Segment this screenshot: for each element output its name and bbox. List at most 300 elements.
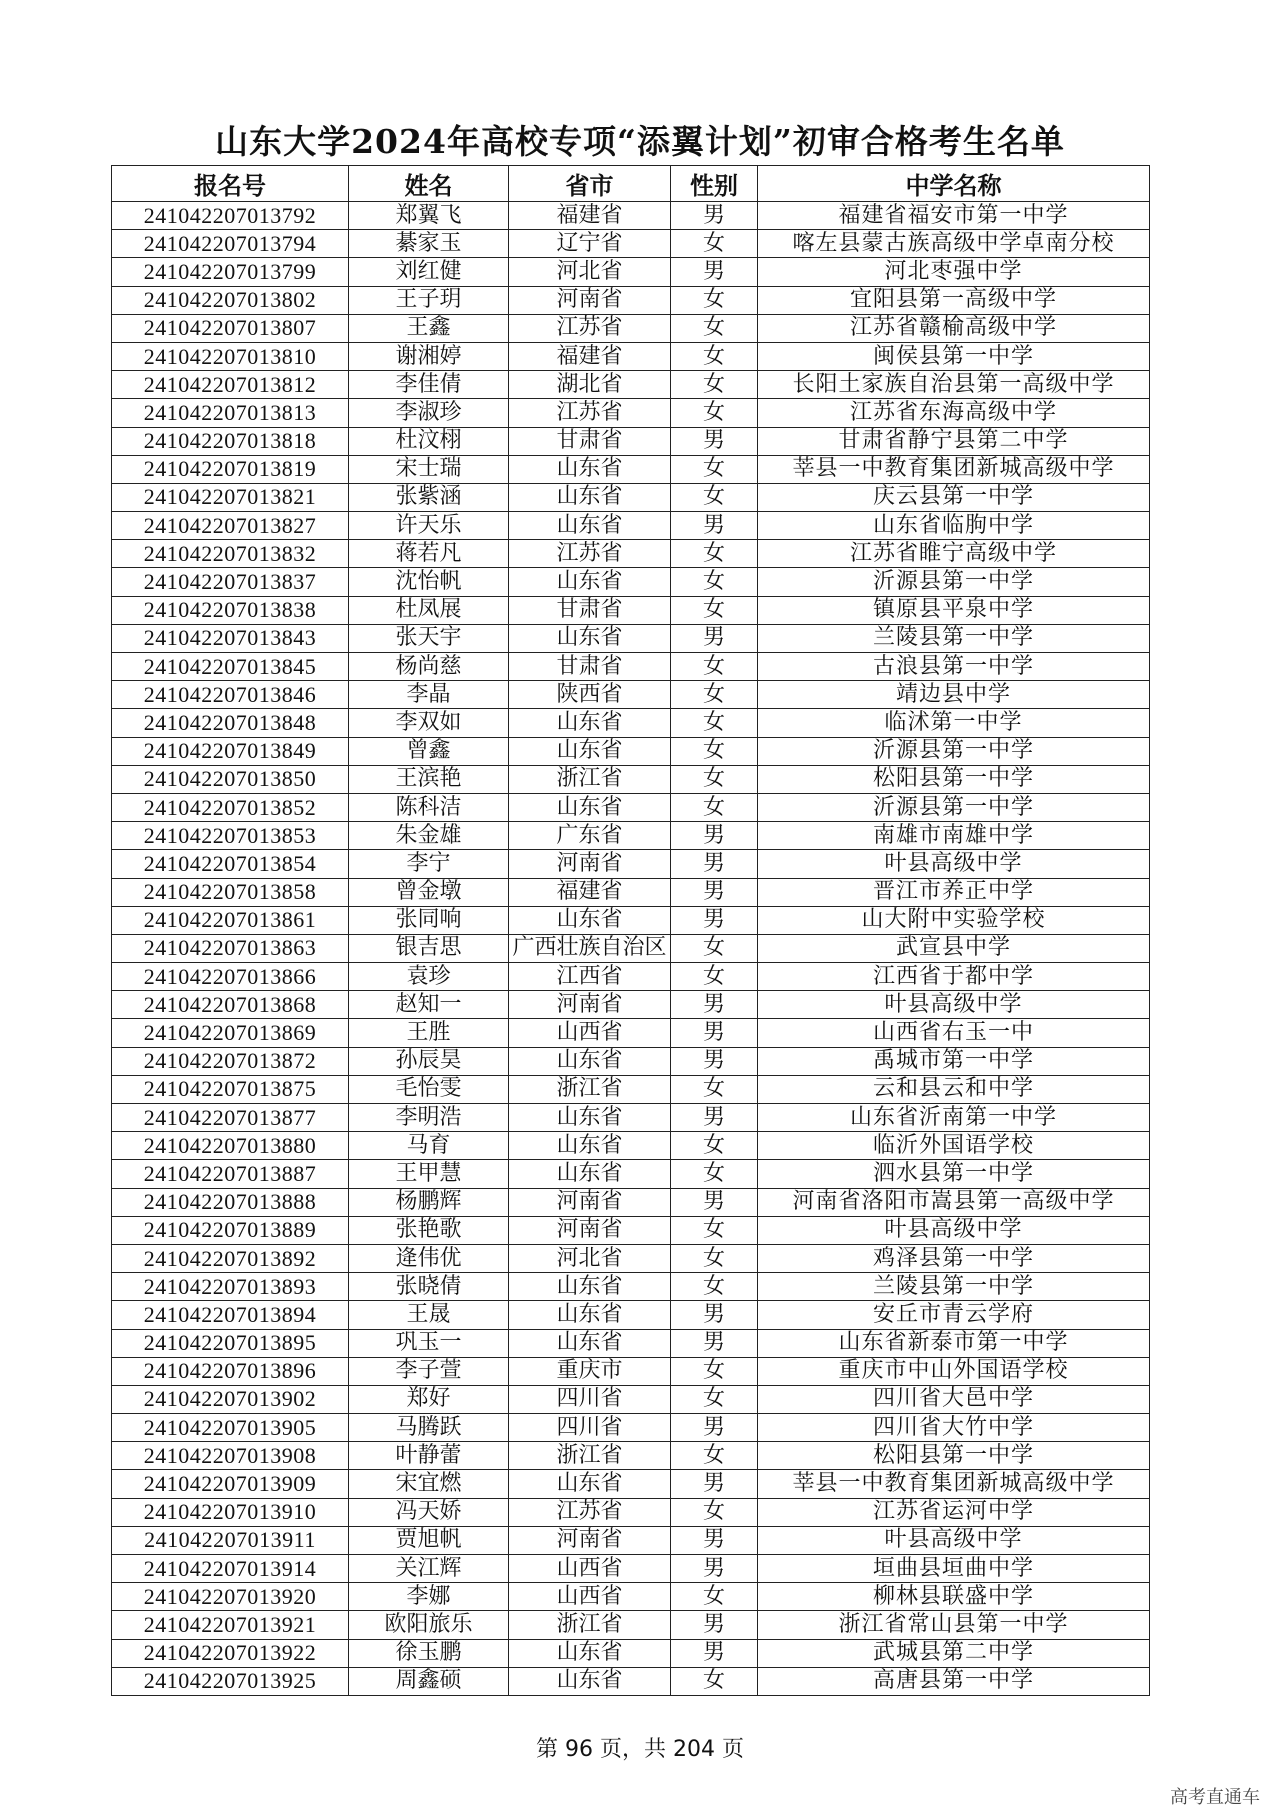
registration-number-cell: 241042207013896 — [112, 1357, 349, 1385]
gender-cell: 男 — [671, 1047, 758, 1075]
province-cell: 湖北省 — [509, 371, 671, 399]
header-province: 省市 — [509, 166, 671, 202]
table-row — [112, 653, 1150, 681]
registration-number-cell: 241042207013848 — [112, 709, 349, 737]
table-row — [112, 1611, 1150, 1639]
province-cell: 江苏省 — [509, 540, 671, 568]
province-cell: 广东省 — [509, 822, 671, 850]
table-row — [112, 427, 1150, 455]
table-row — [112, 1414, 1150, 1442]
gender-cell: 女 — [671, 709, 758, 737]
name-cell: 谢湘婷 — [349, 342, 509, 370]
province-cell: 四川省 — [509, 1385, 671, 1413]
province-cell: 山西省 — [509, 1583, 671, 1611]
province-cell: 甘肃省 — [509, 596, 671, 624]
province-cell: 河南省 — [509, 850, 671, 878]
table-row — [112, 1442, 1150, 1470]
province-cell: 山东省 — [509, 1301, 671, 1329]
school-name-cell: 甘肃省静宁县第二中学 — [758, 427, 1150, 455]
name-cell: 宋宜燃 — [349, 1470, 509, 1498]
province-cell: 山东省 — [509, 1160, 671, 1188]
school-name-cell: 山大附中实验学校 — [758, 906, 1150, 934]
name-cell: 宋士瑞 — [349, 455, 509, 483]
school-name-cell: 山东省新泰市第一中学 — [758, 1329, 1150, 1357]
school-name-cell: 武城县第二中学 — [758, 1639, 1150, 1667]
name-cell: 李淑珍 — [349, 399, 509, 427]
province-cell: 江西省 — [509, 963, 671, 991]
registration-number-cell: 241042207013872 — [112, 1047, 349, 1075]
registration-number-cell: 241042207013852 — [112, 793, 349, 821]
table-row — [112, 568, 1150, 596]
school-name-cell: 江苏省赣榆高级中学 — [758, 314, 1150, 342]
table-row — [112, 1470, 1150, 1498]
school-name-cell: 河北枣强中学 — [758, 258, 1150, 286]
province-cell: 山东省 — [509, 1639, 671, 1667]
table-row — [112, 1244, 1150, 1272]
gender-cell: 女 — [671, 1216, 758, 1244]
gender-cell: 女 — [671, 765, 758, 793]
gender-cell: 女 — [671, 1385, 758, 1413]
school-name-cell: 松阳县第一中学 — [758, 765, 1150, 793]
table-row — [112, 1047, 1150, 1075]
gender-cell: 女 — [671, 342, 758, 370]
gender-cell: 男 — [671, 427, 758, 455]
table-row — [112, 906, 1150, 934]
school-name-cell: 安丘市青云学府 — [758, 1301, 1150, 1329]
school-name-cell: 沂源县第一中学 — [758, 737, 1150, 765]
table-row — [112, 455, 1150, 483]
registration-number-cell: 241042207013921 — [112, 1611, 349, 1639]
school-name-cell: 叶县高级中学 — [758, 991, 1150, 1019]
gender-cell: 女 — [671, 1498, 758, 1526]
table-row — [112, 765, 1150, 793]
registration-number-cell: 241042207013837 — [112, 568, 349, 596]
name-cell: 李双如 — [349, 709, 509, 737]
school-name-cell: 宜阳县第一高级中学 — [758, 286, 1150, 314]
school-name-cell: 庆云县第一中学 — [758, 483, 1150, 511]
table-header — [112, 166, 1150, 202]
table-row — [112, 878, 1150, 906]
school-name-cell: 江苏省东海高级中学 — [758, 399, 1150, 427]
school-name-cell: 古浪县第一中学 — [758, 653, 1150, 681]
watermark-text: 高考直通车 — [1170, 1787, 1260, 1808]
registration-number-cell: 241042207013920 — [112, 1583, 349, 1611]
name-cell: 王子玥 — [349, 286, 509, 314]
gender-cell: 男 — [671, 1104, 758, 1132]
school-name-cell: 沂源县第一中学 — [758, 793, 1150, 821]
name-cell: 张晓倩 — [349, 1273, 509, 1301]
name-cell: 孙辰昊 — [349, 1047, 509, 1075]
table-row — [112, 681, 1150, 709]
registration-number-cell: 241042207013845 — [112, 653, 349, 681]
school-name-cell: 云和县云和中学 — [758, 1075, 1150, 1103]
province-cell: 山东省 — [509, 512, 671, 540]
school-name-cell: 沂源县第一中学 — [758, 568, 1150, 596]
name-cell: 袁珍 — [349, 963, 509, 991]
name-cell: 李宁 — [349, 850, 509, 878]
name-cell: 王滨艳 — [349, 765, 509, 793]
registration-number-cell: 241042207013892 — [112, 1244, 349, 1272]
province-cell: 福建省 — [509, 202, 671, 230]
registration-number-cell: 241042207013802 — [112, 286, 349, 314]
province-cell: 河南省 — [509, 1526, 671, 1554]
gender-cell: 男 — [671, 991, 758, 1019]
name-cell: 王胜 — [349, 1019, 509, 1047]
name-cell: 曾金墩 — [349, 878, 509, 906]
gender-cell: 女 — [671, 681, 758, 709]
table-row — [112, 1583, 1150, 1611]
school-name-cell: 闽侯县第一中学 — [758, 342, 1150, 370]
registration-number-cell: 241042207013914 — [112, 1555, 349, 1583]
registration-number-cell: 241042207013818 — [112, 427, 349, 455]
registration-number-cell: 241042207013858 — [112, 878, 349, 906]
school-name-cell: 山东省沂南第一中学 — [758, 1104, 1150, 1132]
name-cell: 欧阳旅乐 — [349, 1611, 509, 1639]
school-name-cell: 兰陵县第一中学 — [758, 1273, 1150, 1301]
gender-cell: 男 — [671, 1611, 758, 1639]
school-name-cell: 叶县高级中学 — [758, 1216, 1150, 1244]
school-name-cell: 临沂外国语学校 — [758, 1132, 1150, 1160]
school-name-cell: 福建省福安市第一中学 — [758, 202, 1150, 230]
table-row — [112, 1526, 1150, 1554]
school-name-cell: 泗水县第一中学 — [758, 1160, 1150, 1188]
gender-cell: 男 — [671, 906, 758, 934]
gender-cell: 女 — [671, 934, 758, 962]
province-cell: 山东省 — [509, 483, 671, 511]
registration-number-cell: 241042207013821 — [112, 483, 349, 511]
province-cell: 河南省 — [509, 286, 671, 314]
province-cell: 山东省 — [509, 1470, 671, 1498]
table-row — [112, 230, 1150, 258]
table-row — [112, 596, 1150, 624]
page-title: 山东大学2024年高校专项“添翼计划”初审合格考生名单 — [215, 122, 1065, 161]
registration-number-cell: 241042207013827 — [112, 512, 349, 540]
name-cell: 李明浩 — [349, 1104, 509, 1132]
table-row — [112, 314, 1150, 342]
school-name-cell: 山西省右玉一中 — [758, 1019, 1150, 1047]
school-name-cell: 重庆市中山外国语学校 — [758, 1357, 1150, 1385]
registration-number-cell: 241042207013911 — [112, 1526, 349, 1554]
province-cell: 河南省 — [509, 991, 671, 1019]
school-name-cell: 莘县一中教育集团新城高级中学 — [758, 1470, 1150, 1498]
gender-cell: 男 — [671, 1188, 758, 1216]
registration-number-cell: 241042207013838 — [112, 596, 349, 624]
school-name-cell: 山东省临朐中学 — [758, 512, 1150, 540]
gender-cell: 男 — [671, 822, 758, 850]
registration-number-cell: 241042207013869 — [112, 1019, 349, 1047]
gender-cell: 女 — [671, 1273, 758, 1301]
name-cell: 曾鑫 — [349, 737, 509, 765]
province-cell: 山东省 — [509, 568, 671, 596]
province-cell: 山东省 — [509, 737, 671, 765]
name-cell: 郑翼飞 — [349, 202, 509, 230]
name-cell: 马腾跃 — [349, 1414, 509, 1442]
header-name: 姓名 — [349, 166, 509, 202]
table-row — [112, 399, 1150, 427]
table-row — [112, 963, 1150, 991]
registration-number-cell: 241042207013909 — [112, 1470, 349, 1498]
name-cell: 冯天娇 — [349, 1498, 509, 1526]
gender-cell: 女 — [671, 568, 758, 596]
school-name-cell: 镇原县平泉中学 — [758, 596, 1150, 624]
table-row — [112, 1075, 1150, 1103]
table-row — [112, 1667, 1150, 1695]
school-name-cell: 靖边县中学 — [758, 681, 1150, 709]
registration-number-cell: 241042207013880 — [112, 1132, 349, 1160]
province-cell: 甘肃省 — [509, 653, 671, 681]
school-name-cell: 叶县高级中学 — [758, 850, 1150, 878]
registration-number-cell: 241042207013875 — [112, 1075, 349, 1103]
school-name-cell: 浙江省常山县第一中学 — [758, 1611, 1150, 1639]
registration-number-cell: 241042207013853 — [112, 822, 349, 850]
school-name-cell: 柳林县联盛中学 — [758, 1583, 1150, 1611]
province-cell: 重庆市 — [509, 1357, 671, 1385]
table-row — [112, 1301, 1150, 1329]
header-gender: 性别 — [671, 166, 758, 202]
gender-cell: 女 — [671, 1075, 758, 1103]
province-cell: 山东省 — [509, 455, 671, 483]
name-cell: 逄伟优 — [349, 1244, 509, 1272]
name-cell: 杨鹏辉 — [349, 1188, 509, 1216]
table-row — [112, 1639, 1150, 1667]
registration-number-cell: 241042207013863 — [112, 934, 349, 962]
name-cell: 巩玉一 — [349, 1329, 509, 1357]
gender-cell: 女 — [671, 1667, 758, 1695]
registration-number-cell: 241042207013922 — [112, 1639, 349, 1667]
table-row — [112, 737, 1150, 765]
table-row — [112, 512, 1150, 540]
school-name-cell: 河南省洛阳市嵩县第一高级中学 — [758, 1188, 1150, 1216]
table-row — [112, 709, 1150, 737]
name-cell: 杜汶栩 — [349, 427, 509, 455]
school-name-cell: 垣曲县垣曲中学 — [758, 1555, 1150, 1583]
gender-cell: 男 — [671, 258, 758, 286]
province-cell: 河南省 — [509, 1216, 671, 1244]
name-cell: 徐玉鹏 — [349, 1639, 509, 1667]
table-row — [112, 1329, 1150, 1357]
province-cell: 浙江省 — [509, 1611, 671, 1639]
province-cell: 山东省 — [509, 1104, 671, 1132]
school-name-cell: 江苏省睢宁高级中学 — [758, 540, 1150, 568]
registration-number-cell: 241042207013902 — [112, 1385, 349, 1413]
registration-number-cell: 241042207013895 — [112, 1329, 349, 1357]
gender-cell: 男 — [671, 1470, 758, 1498]
name-cell: 刘红健 — [349, 258, 509, 286]
name-cell: 李晶 — [349, 681, 509, 709]
registration-number-cell: 241042207013794 — [112, 230, 349, 258]
table-row — [112, 258, 1150, 286]
registration-number-cell: 241042207013868 — [112, 991, 349, 1019]
province-cell: 福建省 — [509, 878, 671, 906]
candidate-table — [111, 165, 1150, 1696]
name-cell: 毛怡雯 — [349, 1075, 509, 1103]
school-name-cell: 江苏省运河中学 — [758, 1498, 1150, 1526]
province-cell: 浙江省 — [509, 765, 671, 793]
province-cell: 甘肃省 — [509, 427, 671, 455]
table-row — [112, 1160, 1150, 1188]
province-cell: 山东省 — [509, 1329, 671, 1357]
gender-cell: 女 — [671, 1160, 758, 1188]
school-name-cell: 鸡泽县第一中学 — [758, 1244, 1150, 1272]
province-cell: 河南省 — [509, 1188, 671, 1216]
registration-number-cell: 241042207013866 — [112, 963, 349, 991]
gender-cell: 女 — [671, 314, 758, 342]
registration-number-cell: 241042207013832 — [112, 540, 349, 568]
registration-number-cell: 241042207013849 — [112, 737, 349, 765]
table-row — [112, 624, 1150, 652]
gender-cell: 男 — [671, 1019, 758, 1047]
name-cell: 赵知一 — [349, 991, 509, 1019]
registration-number-cell: 241042207013807 — [112, 314, 349, 342]
school-name-cell: 松阳县第一中学 — [758, 1442, 1150, 1470]
table-row — [112, 1273, 1150, 1301]
name-cell: 关江辉 — [349, 1555, 509, 1583]
province-cell: 江苏省 — [509, 399, 671, 427]
table-row — [112, 1385, 1150, 1413]
school-name-cell: 临沭第一中学 — [758, 709, 1150, 737]
province-cell: 浙江省 — [509, 1075, 671, 1103]
school-name-cell: 叶县高级中学 — [758, 1526, 1150, 1554]
registration-number-cell: 241042207013894 — [112, 1301, 349, 1329]
name-cell: 张紫涵 — [349, 483, 509, 511]
registration-number-cell: 241042207013893 — [112, 1273, 349, 1301]
gender-cell: 男 — [671, 878, 758, 906]
name-cell: 李娜 — [349, 1583, 509, 1611]
registration-number-cell: 241042207013812 — [112, 371, 349, 399]
table-row — [112, 991, 1150, 1019]
registration-number-cell: 241042207013908 — [112, 1442, 349, 1470]
province-cell: 山西省 — [509, 1555, 671, 1583]
name-cell: 张艳歌 — [349, 1216, 509, 1244]
registration-number-cell: 241042207013888 — [112, 1188, 349, 1216]
registration-number-cell: 241042207013854 — [112, 850, 349, 878]
province-cell: 福建省 — [509, 342, 671, 370]
table-row — [112, 1216, 1150, 1244]
province-cell: 江苏省 — [509, 314, 671, 342]
school-name-cell: 南雄市南雄中学 — [758, 822, 1150, 850]
school-name-cell: 禹城市第一中学 — [758, 1047, 1150, 1075]
registration-number-cell: 241042207013810 — [112, 342, 349, 370]
table-row — [112, 1132, 1150, 1160]
gender-cell: 女 — [671, 483, 758, 511]
name-cell: 杜凤展 — [349, 596, 509, 624]
table-row — [112, 342, 1150, 370]
table-row — [112, 1498, 1150, 1526]
gender-cell: 女 — [671, 230, 758, 258]
registration-number-cell: 241042207013846 — [112, 681, 349, 709]
gender-cell: 女 — [671, 540, 758, 568]
gender-cell: 女 — [671, 1244, 758, 1272]
name-cell: 綦家玉 — [349, 230, 509, 258]
gender-cell: 女 — [671, 1132, 758, 1160]
school-name-cell: 兰陵县第一中学 — [758, 624, 1150, 652]
gender-cell: 女 — [671, 793, 758, 821]
gender-cell: 女 — [671, 455, 758, 483]
table-row — [112, 483, 1150, 511]
table-row — [112, 934, 1150, 962]
registration-number-cell: 241042207013819 — [112, 455, 349, 483]
province-cell: 山东省 — [509, 793, 671, 821]
gender-cell: 男 — [671, 1414, 758, 1442]
registration-number-cell: 241042207013877 — [112, 1104, 349, 1132]
name-cell: 叶静蕾 — [349, 1442, 509, 1470]
table-row — [112, 850, 1150, 878]
gender-cell: 女 — [671, 737, 758, 765]
province-cell: 山东省 — [509, 624, 671, 652]
table-row — [112, 202, 1150, 230]
gender-cell: 女 — [671, 1442, 758, 1470]
province-cell: 山东省 — [509, 709, 671, 737]
table-row — [112, 1019, 1150, 1047]
registration-number-cell: 241042207013792 — [112, 202, 349, 230]
name-cell: 杨尚慈 — [349, 653, 509, 681]
registration-number-cell: 241042207013850 — [112, 765, 349, 793]
name-cell: 李子萱 — [349, 1357, 509, 1385]
name-cell: 张同响 — [349, 906, 509, 934]
registration-number-cell: 241042207013799 — [112, 258, 349, 286]
gender-cell: 女 — [671, 653, 758, 681]
gender-cell: 男 — [671, 512, 758, 540]
header-school-name: 中学名称 — [758, 166, 1150, 202]
table-row — [112, 822, 1150, 850]
name-cell: 王鑫 — [349, 314, 509, 342]
school-name-cell: 喀左县蒙古族高级中学卓南分校 — [758, 230, 1150, 258]
gender-cell: 男 — [671, 1329, 758, 1357]
table-row — [112, 1188, 1150, 1216]
gender-cell: 男 — [671, 1301, 758, 1329]
gender-cell: 男 — [671, 1639, 758, 1667]
name-cell: 许天乐 — [349, 512, 509, 540]
province-cell: 辽宁省 — [509, 230, 671, 258]
province-cell: 山东省 — [509, 1047, 671, 1075]
school-name-cell: 莘县一中教育集团新城高级中学 — [758, 455, 1150, 483]
registration-number-cell: 241042207013910 — [112, 1498, 349, 1526]
table-row — [112, 371, 1150, 399]
name-cell: 李佳倩 — [349, 371, 509, 399]
province-cell: 河北省 — [509, 258, 671, 286]
gender-cell: 女 — [671, 399, 758, 427]
header-registration-number: 报名号 — [112, 166, 349, 202]
registration-number-cell: 241042207013925 — [112, 1667, 349, 1695]
table-row — [112, 1357, 1150, 1385]
school-name-cell: 晋江市养正中学 — [758, 878, 1150, 906]
province-cell: 浙江省 — [509, 1442, 671, 1470]
gender-cell: 男 — [671, 1555, 758, 1583]
name-cell: 陈科洁 — [349, 793, 509, 821]
header-row — [112, 166, 1150, 202]
name-cell: 王甲慧 — [349, 1160, 509, 1188]
registration-number-cell: 241042207013889 — [112, 1216, 349, 1244]
school-name-cell: 四川省大竹中学 — [758, 1414, 1150, 1442]
table-row — [112, 540, 1150, 568]
name-cell: 贾旭帆 — [349, 1526, 509, 1554]
name-cell: 马育 — [349, 1132, 509, 1160]
name-cell: 沈怡帆 — [349, 568, 509, 596]
school-name-cell: 高唐县第一中学 — [758, 1667, 1150, 1695]
province-cell: 山东省 — [509, 1273, 671, 1301]
gender-cell: 男 — [671, 850, 758, 878]
table-row — [112, 793, 1150, 821]
school-name-cell: 四川省大邑中学 — [758, 1385, 1150, 1413]
registration-number-cell: 241042207013905 — [112, 1414, 349, 1442]
province-cell: 山东省 — [509, 1132, 671, 1160]
name-cell: 朱金雄 — [349, 822, 509, 850]
name-cell: 王晟 — [349, 1301, 509, 1329]
table-row — [112, 1104, 1150, 1132]
province-cell: 江苏省 — [509, 1498, 671, 1526]
name-cell: 周鑫硕 — [349, 1667, 509, 1695]
school-name-cell: 武宣县中学 — [758, 934, 1150, 962]
